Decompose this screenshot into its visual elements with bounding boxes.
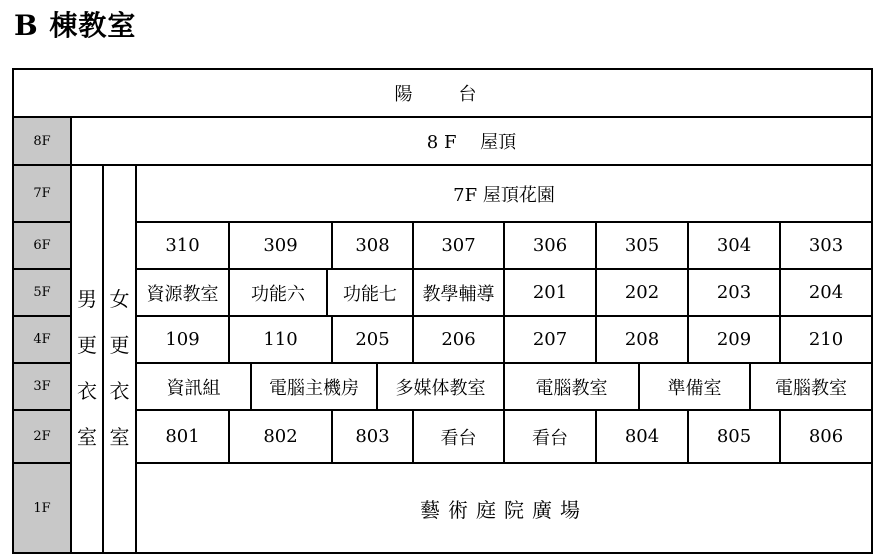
room-cell: 802 bbox=[228, 409, 333, 464]
room-cell: 209 bbox=[687, 315, 781, 364]
room-cell: 208 bbox=[595, 315, 689, 364]
room-cell: 電腦教室 bbox=[749, 362, 873, 411]
room-cell: 805 bbox=[687, 409, 781, 464]
room-cell: 203 bbox=[687, 268, 781, 317]
male-locker-char: 更 bbox=[77, 333, 97, 357]
room-cell: 教學輔導 bbox=[412, 268, 505, 317]
room-cell: 110 bbox=[228, 315, 333, 364]
room-cell: 304 bbox=[687, 221, 781, 270]
male-locker-char: 衣 bbox=[77, 379, 97, 403]
room-cell: 看台 bbox=[412, 409, 505, 464]
page-title: B 棟教室 bbox=[14, 9, 137, 42]
room-cell: 306 bbox=[503, 221, 597, 270]
room-cell: 功能七 bbox=[326, 268, 414, 317]
room-cell: 功能六 bbox=[228, 268, 328, 317]
room-cell: 305 bbox=[595, 221, 689, 270]
floor-label-4f: 4F bbox=[12, 315, 72, 364]
female-locker-char: 更 bbox=[109, 333, 130, 357]
female-locker-char: 衣 bbox=[109, 379, 130, 403]
room-cell: 電腦主機房 bbox=[250, 362, 378, 411]
floor-label-8f: 8F bbox=[12, 116, 72, 166]
balcony-cell: 陽 台 bbox=[12, 68, 873, 118]
plaza-cell: 藝術庭院廣場 bbox=[135, 462, 873, 554]
room-cell: 資訊組 bbox=[135, 362, 252, 411]
male-locker-room bbox=[70, 164, 104, 554]
room-cell: 206 bbox=[412, 315, 505, 364]
female-locker-char: 女 bbox=[109, 287, 130, 311]
room-cell: 804 bbox=[595, 409, 689, 464]
room-cell: 309 bbox=[228, 221, 333, 270]
room-cell: 電腦教室 bbox=[503, 362, 640, 411]
male-locker-char: 室 bbox=[77, 425, 97, 449]
floor-label-2f: 2F bbox=[12, 409, 72, 464]
roof-garden-cell: 7F 屋頂花園 bbox=[135, 164, 873, 223]
room-cell: 210 bbox=[779, 315, 873, 364]
room-cell: 109 bbox=[135, 315, 230, 364]
room-cell: 看台 bbox=[503, 409, 597, 464]
room-cell: 資源教室 bbox=[135, 268, 230, 317]
floor-label-6f: 6F bbox=[12, 221, 72, 270]
male-locker-char: 男 bbox=[77, 287, 97, 311]
floor-label-3f: 3F bbox=[12, 362, 72, 411]
female-locker-room bbox=[102, 164, 137, 554]
room-cell: 310 bbox=[135, 221, 230, 270]
room-cell: 205 bbox=[331, 315, 414, 364]
room-cell: 307 bbox=[412, 221, 505, 270]
room-cell: 多媒体教室 bbox=[376, 362, 505, 411]
roof-cell: 8 F 屋頂 bbox=[70, 116, 873, 166]
room-cell: 207 bbox=[503, 315, 597, 364]
room-cell: 801 bbox=[135, 409, 230, 464]
room-cell: 204 bbox=[779, 268, 873, 317]
room-cell: 308 bbox=[331, 221, 414, 270]
room-cell: 202 bbox=[595, 268, 689, 317]
floor-label-1f: 1F bbox=[12, 462, 72, 554]
room-cell: 準備室 bbox=[638, 362, 751, 411]
floor-label-7f: 7F bbox=[12, 164, 72, 223]
room-cell: 803 bbox=[331, 409, 414, 464]
female-locker-char: 室 bbox=[109, 425, 130, 449]
room-cell: 303 bbox=[779, 221, 873, 270]
room-cell: 201 bbox=[503, 268, 597, 317]
room-cell: 806 bbox=[779, 409, 873, 464]
floor-label-5f: 5F bbox=[12, 268, 72, 317]
